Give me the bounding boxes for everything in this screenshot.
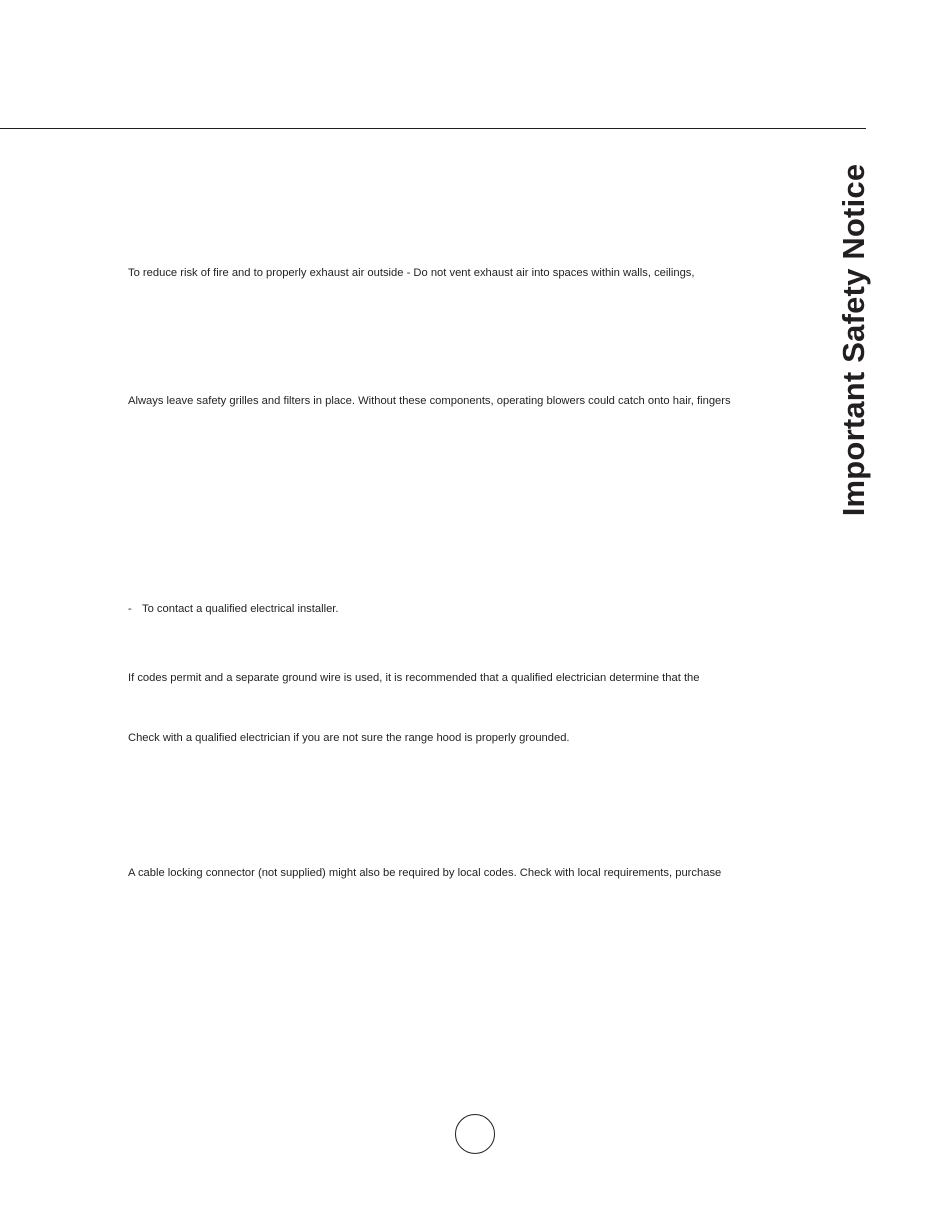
header-divider [0,128,866,129]
paragraph-check-grounded: Check with a qualified electrician if you are not sure the range hood is properly grounded. [128,732,570,744]
section-title-vertical: Important Safety Notice [836,163,871,517]
paragraph-ground-wire: If codes permit and a separate ground wire is used, it is recommended that a qualified electrician determine that the [128,672,700,684]
paragraph-cable-connector: A cable locking connector (not supplied) might also be required by local codes. Check with local requirements, purchase [128,867,722,879]
paragraph-fire-risk: To reduce risk of fire and to properly exhaust air outside - Do not vent exhaust air into spaces within walls, ceilings, [128,267,695,279]
bullet-text: To contact a qualified electrical installer. [142,603,339,615]
page-number-circle [455,1114,495,1154]
paragraph-safety-grilles: Always leave safety grilles and filters in place. Without these components, operating blowers could catch onto hair, fingers [128,395,731,407]
bullet-marker: - [128,603,132,615]
bullet-item-contact-installer [128,602,339,616]
